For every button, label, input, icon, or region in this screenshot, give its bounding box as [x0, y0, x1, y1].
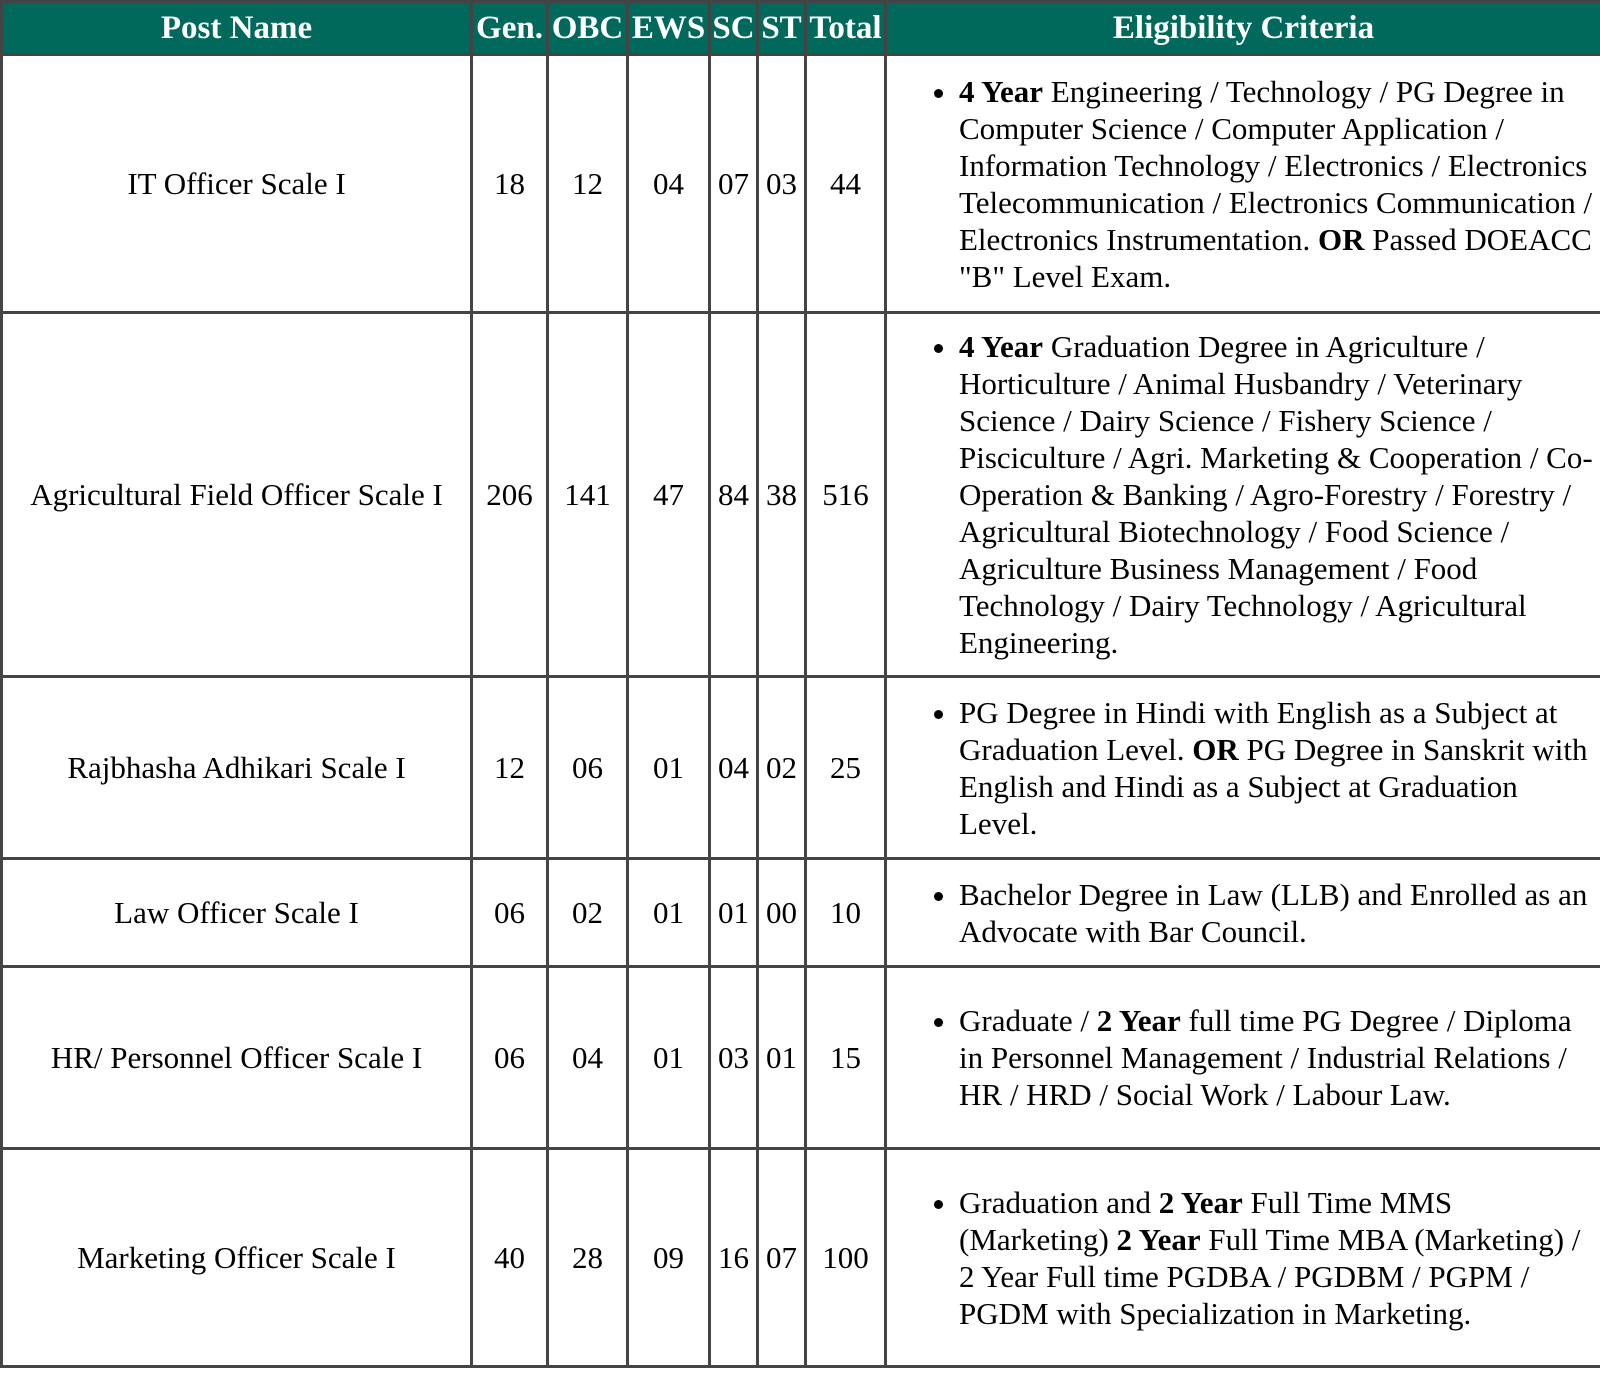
post-name: Marketing Officer Scale I	[2, 1149, 472, 1367]
header-post-name: Post Name	[2, 2, 472, 55]
post-name: HR/ Personnel Officer Scale I	[2, 967, 472, 1149]
eligibility-criteria	[886, 967, 1600, 1149]
sc-count: 84	[710, 313, 758, 677]
criteria-text: full time PG Degree / Diploma in Personnel Management / Industrial Relations / HR / HRD / Social Work / Labour Law.	[959, 1003, 1572, 1112]
criteria-text: Graduation Degree in Agriculture / Horticulture / Animal Husbandry / Veterinary Science / Dairy Science / Fishery Science / Pisciculture / Agri. Marketing & Cooperation / Co-Operation & Banking / Agro-Forestry / Forestry / Agricultural Biotechnology / Food Science / Agriculture Business Management / Food Technology / Dairy Technology / Agricultural Engineering.	[959, 329, 1593, 660]
criteria-text: 4 Year	[959, 73, 1044, 109]
sc-count: 03	[710, 967, 758, 1149]
table-row	[2, 967, 1600, 1149]
criteria-item	[959, 1002, 1600, 1113]
header-obc: OBC	[548, 2, 628, 55]
gen-count: 12	[472, 677, 548, 859]
eligibility-criteria	[886, 313, 1600, 677]
criteria-item	[959, 876, 1600, 950]
total-count: 10	[806, 859, 886, 967]
criteria-text: Engineering / Technology / PG Degree in Computer Science / Computer Application / Information Technology / Electronics / Electronics Telecommunication / Electronics Communication / Electronics Instrumentation.	[959, 73, 1593, 257]
post-name: IT Officer Scale I	[2, 55, 472, 313]
table-row	[2, 859, 1600, 967]
ews-count: 01	[628, 967, 710, 1149]
criteria-text: PG Degree in Sanskrit with English and Hindi as a Subject at Graduation Level.	[959, 731, 1588, 841]
sc-count: 01	[710, 859, 758, 967]
header-row	[2, 2, 1600, 55]
ews-count: 01	[628, 859, 710, 967]
st-count: 03	[758, 55, 806, 313]
header-eligibility: Eligibility Criteria	[886, 2, 1600, 55]
ews-count: 47	[628, 313, 710, 677]
criteria-text: 2 Year	[1096, 1003, 1181, 1038]
sc-count: 04	[710, 677, 758, 859]
ews-count: 01	[628, 677, 710, 859]
total-count: 44	[806, 55, 886, 313]
criteria-text: PG Degree in Hindi with English as a Subject at Graduation Level.	[959, 694, 1558, 767]
criteria-item	[959, 1184, 1600, 1332]
table-row	[2, 677, 1600, 859]
obc-count: 04	[548, 967, 628, 1149]
ews-count: 09	[628, 1149, 710, 1367]
criteria-text: OR	[1192, 731, 1239, 767]
obc-count: 02	[548, 859, 628, 967]
criteria-text: Graduate /	[959, 1003, 1097, 1038]
criteria-item	[959, 328, 1600, 661]
criteria-text: Passed DOEACC "B" Level Exam.	[959, 221, 1592, 294]
header-ews: EWS	[628, 2, 710, 55]
criteria-text: Full Time MMS (Marketing)	[959, 1184, 1453, 1257]
st-count: 38	[758, 313, 806, 677]
total-count: 100	[806, 1149, 886, 1367]
eligibility-criteria	[886, 859, 1600, 967]
obc-count: 06	[548, 677, 628, 859]
obc-count: 12	[548, 55, 628, 313]
gen-count: 206	[472, 313, 548, 677]
criteria-text: 2 Year	[1116, 1221, 1201, 1257]
table-row	[2, 1149, 1600, 1367]
st-count: 07	[758, 1149, 806, 1367]
obc-count: 141	[548, 313, 628, 677]
post-name: Rajbhasha Adhikari Scale I	[2, 677, 472, 859]
header-gen: Gen.	[472, 2, 548, 55]
total-count: 25	[806, 677, 886, 859]
criteria-item	[959, 73, 1600, 295]
header-total: Total	[806, 2, 886, 55]
eligibility-criteria	[886, 55, 1600, 313]
st-count: 02	[758, 677, 806, 859]
header-st: ST	[758, 2, 806, 55]
criteria-text: 2 Year	[1158, 1184, 1243, 1220]
eligibility-criteria	[886, 677, 1600, 859]
post-name: Agricultural Field Officer Scale I	[2, 313, 472, 677]
st-count: 01	[758, 967, 806, 1149]
gen-count: 40	[472, 1149, 548, 1367]
criteria-text: Full Time MBA (Marketing) / 2 Year Full time PGDBA / PGDBM / PGPM / PGDM with Specialization in Marketing.	[959, 1221, 1581, 1331]
header-sc: SC	[710, 2, 758, 55]
criteria-text: 4 Year	[959, 329, 1044, 364]
sc-count: 16	[710, 1149, 758, 1367]
criteria-item	[959, 694, 1600, 842]
obc-count: 28	[548, 1149, 628, 1367]
total-count: 516	[806, 313, 886, 677]
table-row	[2, 55, 1600, 313]
eligibility-criteria	[886, 1149, 1600, 1367]
table-row	[2, 313, 1600, 677]
criteria-text: OR	[1317, 221, 1365, 257]
gen-count: 18	[472, 55, 548, 313]
gen-count: 06	[472, 859, 548, 967]
post-name: Law Officer Scale I	[2, 859, 472, 967]
sc-count: 07	[710, 55, 758, 313]
criteria-text: Bachelor Degree in Law (LLB) and Enrolled as an Advocate with Bar Council.	[959, 876, 1588, 949]
st-count: 00	[758, 859, 806, 967]
total-count: 15	[806, 967, 886, 1149]
ews-count: 04	[628, 55, 710, 313]
gen-count: 06	[472, 967, 548, 1149]
criteria-text: Graduation and	[959, 1184, 1159, 1220]
